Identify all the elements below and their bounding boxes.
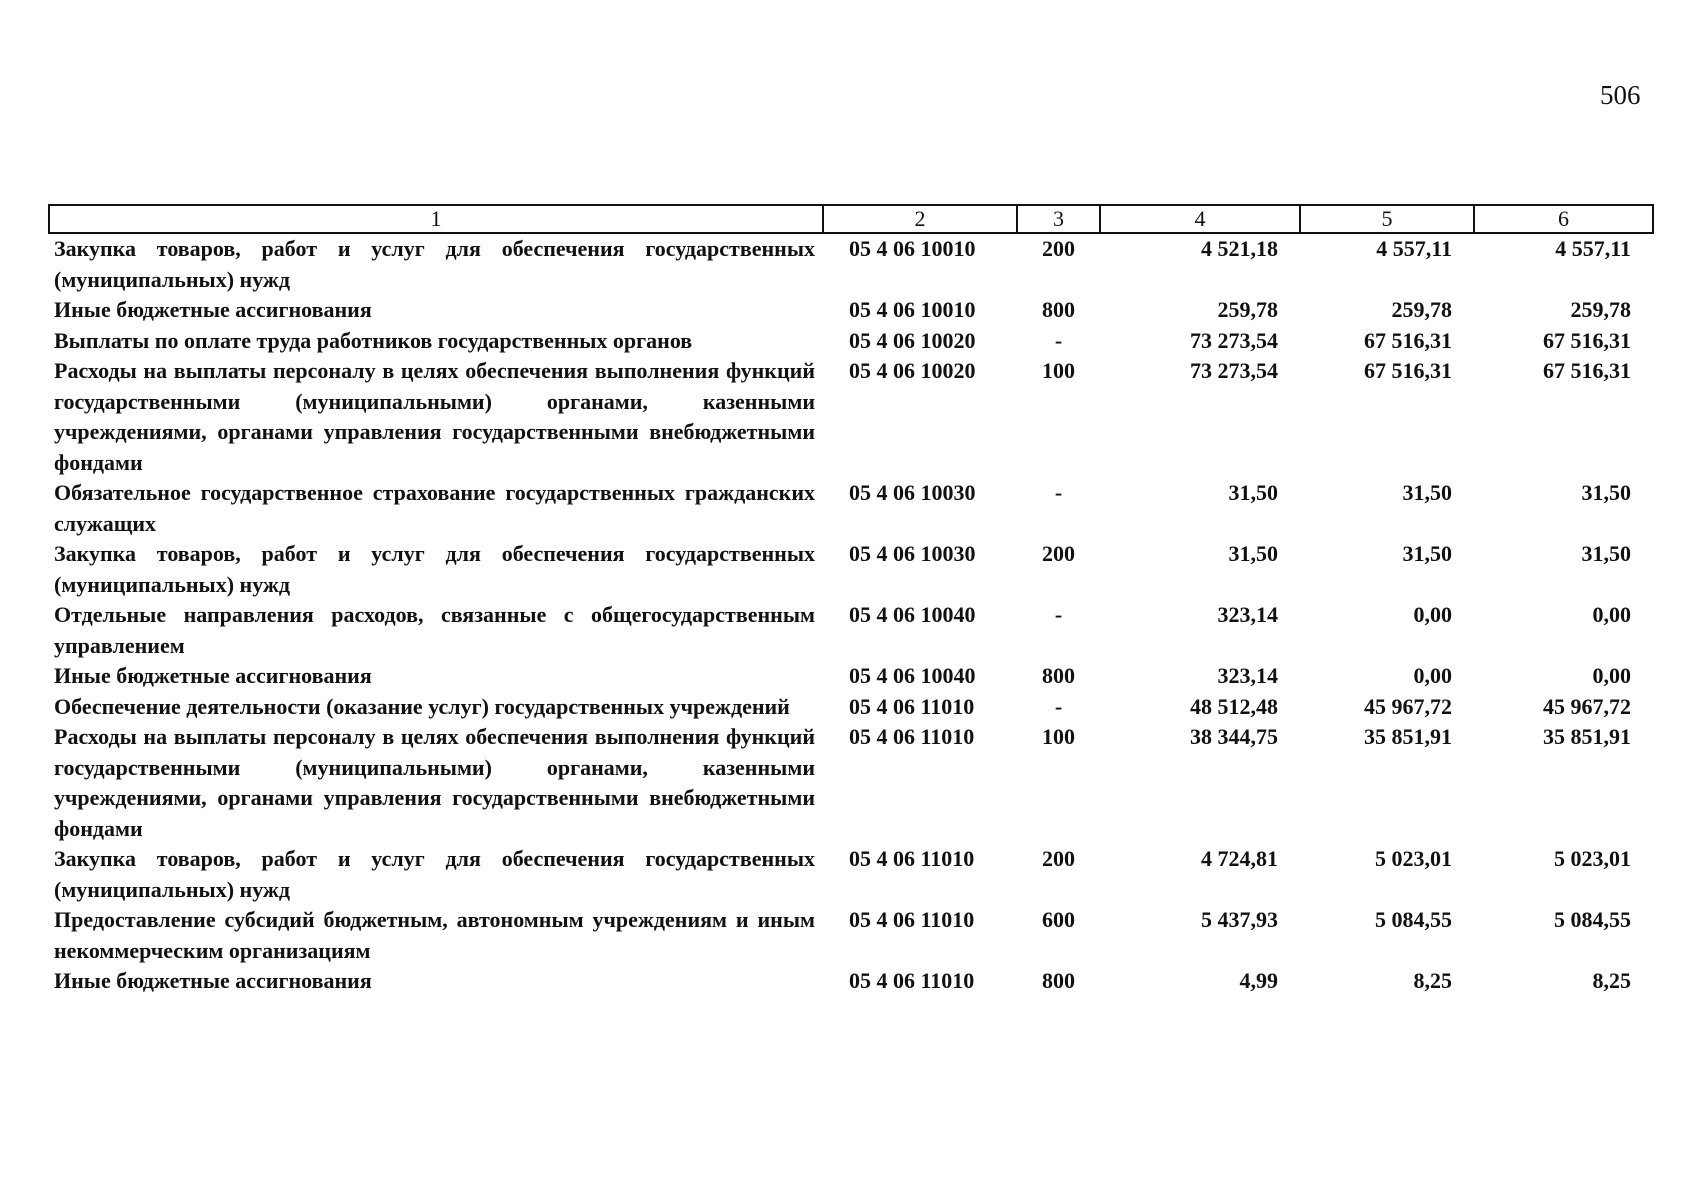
- row-code: 05 4 06 11010: [849, 724, 975, 749]
- row-value-col4: 31,50: [1228, 541, 1278, 566]
- row-expense-type: 600: [1042, 907, 1075, 932]
- row-code: 05 4 06 10020: [849, 358, 976, 383]
- row-value-col6: 31,50: [1581, 480, 1631, 505]
- row-name: Расходы на выплаты персоналу в целях обеспечения выполнения функций государственными (муниципальными) органами, казенными учреждениями, органами управления государственными внебюджетными фондами: [54, 358, 815, 475]
- table-row: [49, 722, 1653, 844]
- row-name: Закупка товаров, работ и услуг для обеспечения государственных (муниципальных) нужд: [54, 846, 815, 902]
- row-value-col5: 31,50: [1402, 480, 1452, 505]
- row-code: 05 4 06 10010: [849, 236, 976, 261]
- row-value-col4: 73 273,54: [1190, 358, 1278, 383]
- row-expense-type: 800: [1042, 968, 1075, 993]
- row-value-col4: 31,50: [1228, 480, 1278, 505]
- row-code: 05 4 06 10020: [849, 327, 976, 353]
- table-row: [49, 844, 1653, 905]
- row-value-col5: 0,00: [1413, 663, 1452, 688]
- row-expense-type: 200: [1042, 846, 1075, 871]
- row-name: Расходы на выплаты персоналу в целях обеспечения выполнения функций государственными (муниципальными) органами, казенными учреждениями, органами управления государственными внебюджетными фондами: [54, 724, 815, 841]
- row-value-col5: 45 967,72: [1364, 693, 1452, 719]
- row-value-col6: 5 084,55: [1554, 907, 1631, 932]
- row-name: Иные бюджетные ассигнования: [54, 297, 372, 322]
- row-expense-type: 100: [1042, 724, 1075, 749]
- row-value-col4: 259,78: [1217, 297, 1278, 322]
- table-row: [49, 600, 1653, 661]
- row-expense-type: -: [1054, 602, 1063, 627]
- row-value-col5: 8,25: [1413, 968, 1452, 993]
- header-cell-4: 4: [1100, 205, 1300, 233]
- row-value-col6: 8,25: [1592, 968, 1631, 993]
- row-code: 05 4 06 10040: [849, 602, 976, 627]
- row-value-col4: 48 512,48: [1190, 693, 1278, 719]
- page-number: 506: [1600, 80, 1641, 110]
- row-value-col5: 5 084,55: [1375, 907, 1452, 932]
- table-header: [49, 205, 1653, 233]
- row-value-col6: 31,50: [1581, 541, 1631, 566]
- row-value-col4: 73 273,54: [1190, 327, 1278, 353]
- table-row: [49, 966, 1653, 997]
- row-name: Выплаты по оплате труда работников государственных органов: [54, 327, 693, 353]
- table-row: [49, 661, 1653, 692]
- row-name: Обязательное государственное страхование государственных гражданских служащих: [54, 480, 815, 536]
- table-row: [49, 326, 1653, 357]
- row-code: 05 4 06 11010: [849, 907, 975, 932]
- row-name: Обеспечение деятельности (оказание услуг) государственных учреждений: [54, 693, 790, 719]
- row-value-col4: 5 437,93: [1201, 907, 1278, 932]
- row-name: Закупка товаров, работ и услуг для обеспечения государственных (муниципальных) нужд: [54, 236, 815, 292]
- row-value-col4: 4 724,81: [1201, 846, 1278, 871]
- header-cell-3: 3: [1017, 205, 1100, 233]
- row-value-col5: 0,00: [1413, 602, 1452, 627]
- row-value-col6: 4 557,11: [1555, 236, 1631, 261]
- table-row: [49, 356, 1653, 478]
- row-value-col6: 259,78: [1570, 297, 1631, 322]
- row-expense-type: 800: [1042, 297, 1075, 322]
- row-code: 05 4 06 11010: [849, 968, 975, 993]
- row-expense-type: -: [1054, 480, 1063, 505]
- row-value-col6: 0,00: [1592, 602, 1631, 627]
- header-cell-6: 6: [1474, 205, 1653, 233]
- row-value-col4: 323,14: [1217, 602, 1278, 627]
- row-code: 05 4 06 10040: [849, 663, 976, 688]
- row-code: 05 4 06 10030: [849, 541, 976, 566]
- row-expense-type: 100: [1042, 358, 1075, 383]
- table-row: [49, 692, 1653, 723]
- row-value-col5: 67 516,31: [1364, 327, 1452, 353]
- table-row: [49, 539, 1653, 600]
- row-value-col6: 67 516,31: [1543, 358, 1631, 383]
- budget-table: [48, 204, 1654, 997]
- row-name: Отдельные направления расходов, связанные с общегосударственным управлением: [54, 602, 815, 658]
- row-value-col4: 323,14: [1217, 663, 1278, 688]
- row-code: 05 4 06 10010: [849, 297, 976, 322]
- row-value-col4: 38 344,75: [1190, 724, 1278, 749]
- row-name: Закупка товаров, работ и услуг для обеспечения государственных (муниципальных) нужд: [54, 541, 815, 597]
- row-value-col5: 35 851,91: [1364, 724, 1452, 749]
- row-code: 05 4 06 11010: [849, 846, 975, 871]
- header-row: [49, 205, 1653, 233]
- row-value-col5: 5 023,01: [1375, 846, 1452, 871]
- row-value-col4: 4 521,18: [1201, 236, 1278, 261]
- row-value-col5: 31,50: [1402, 541, 1452, 566]
- row-name: Иные бюджетные ассигнования: [54, 968, 372, 993]
- table-row: [49, 905, 1653, 966]
- row-expense-type: 200: [1042, 541, 1075, 566]
- table-row: [49, 233, 1653, 295]
- header-cell-2: 2: [823, 205, 1017, 233]
- header-cell-5: 5: [1300, 205, 1474, 233]
- row-value-col4: 4,99: [1239, 968, 1278, 993]
- row-value-col5: 4 557,11: [1376, 236, 1452, 261]
- row-expense-type: -: [1054, 327, 1063, 353]
- row-name: Иные бюджетные ассигнования: [54, 663, 372, 688]
- row-code: 05 4 06 10030: [849, 480, 976, 505]
- row-value-col6: 35 851,91: [1543, 724, 1631, 749]
- table-row: [49, 295, 1653, 326]
- row-value-col6: 45 967,72: [1543, 693, 1631, 719]
- row-value-col6: 0,00: [1592, 663, 1631, 688]
- table-row: [49, 478, 1653, 539]
- row-value-col6: 67 516,31: [1543, 327, 1631, 353]
- row-expense-type: -: [1054, 693, 1063, 719]
- row-code: 05 4 06 11010: [849, 693, 975, 719]
- row-name: Предоставление субсидий бюджетным, автономным учреждениям и иным некоммерческим организациям: [54, 907, 815, 963]
- table-body: [49, 233, 1653, 997]
- header-cell-1: 1: [49, 205, 823, 233]
- row-value-col6: 5 023,01: [1554, 846, 1631, 871]
- row-value-col5: 259,78: [1391, 297, 1452, 322]
- row-value-col5: 67 516,31: [1364, 358, 1452, 383]
- row-expense-type: 800: [1042, 663, 1075, 688]
- row-expense-type: 200: [1042, 236, 1075, 261]
